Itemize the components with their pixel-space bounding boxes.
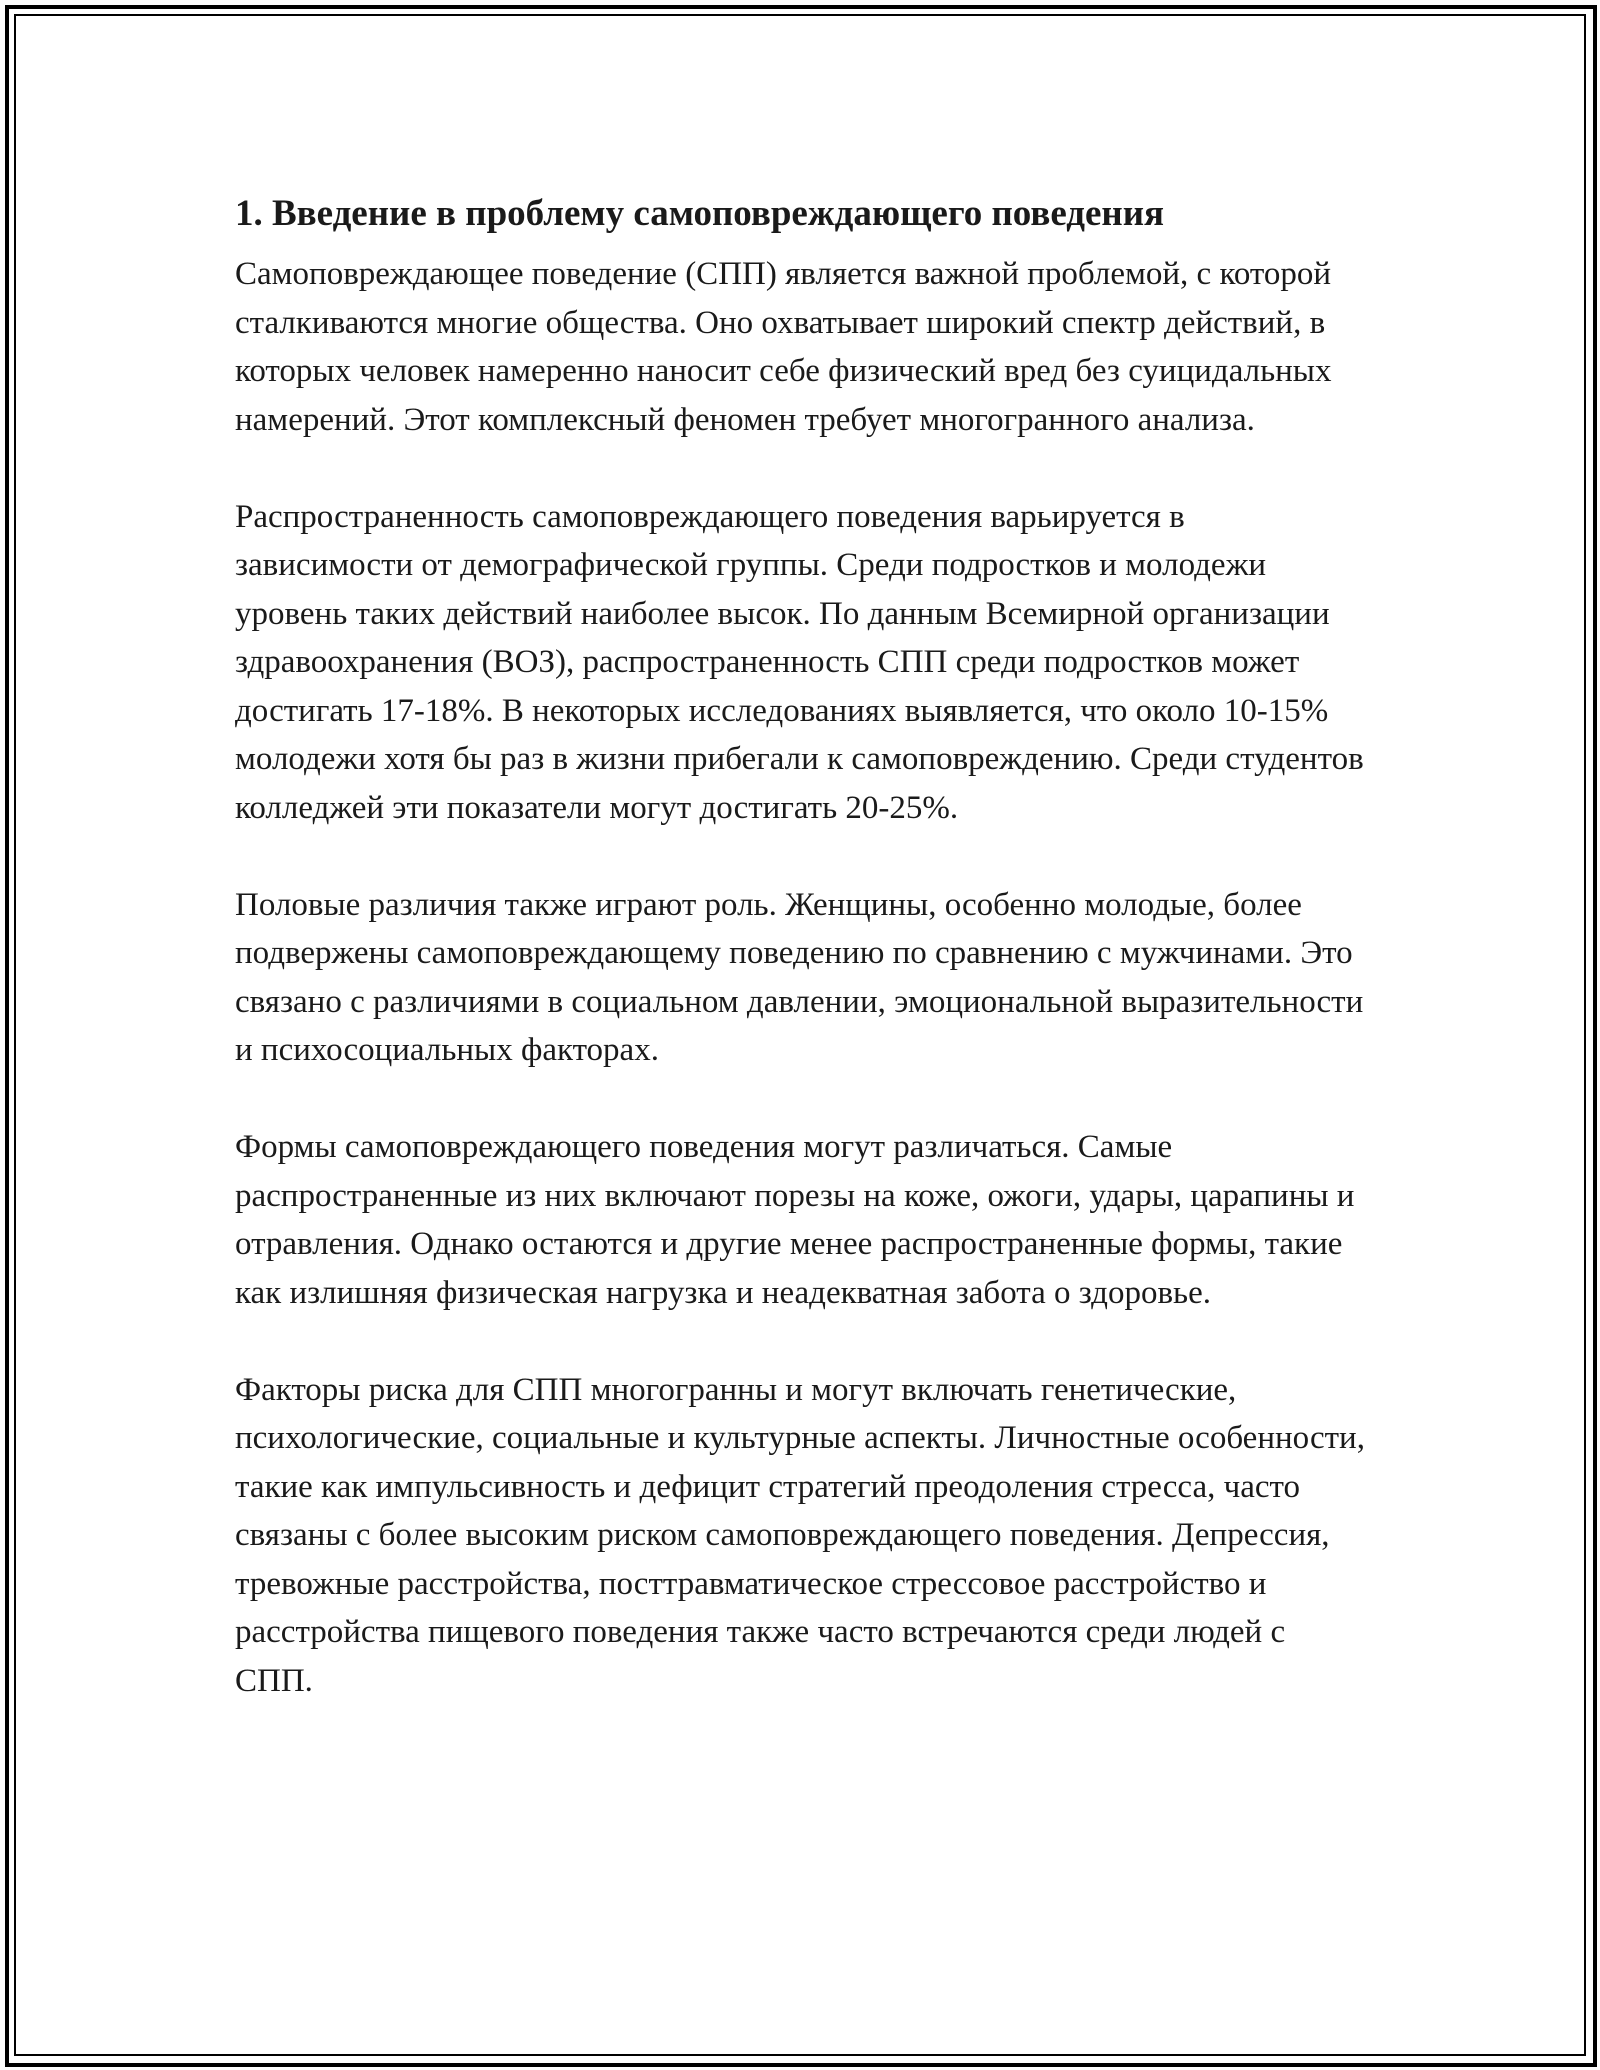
paragraph-3-gender-differences: Половые различия также играют роль. Женщины, особенно молодые, более подвержены самоповреждающему поведению по сравнению с мужчинами. Это связано с различиями в социальном давлении, эмоциональной выразительности и психосоциальных факторах. — [235, 886, 1364, 1068]
paragraph-1-definition: Самоповреждающее поведение (СПП) является важной проблемой, с которой сталкиваются многие общества. Оно охватывает широкий спектр действий, в которых человек намеренно наносит себе физический вред без суицидальных намерений. Этот комплексный феномен требует многогранного анализа. — [235, 256, 1332, 438]
paragraph-5-risk-factors: Факторы риска для СПП многогранны и могут включать генетические, психологические, социальные и культурные аспекты. Личностные особенности, такие как импульсивность и дефицит стратегий преодоления стресса, часто связаны с более высоким риском самоповреждающего поведения. Депрессия, тревожные расстройства, посттравматическое стрессовое расстройство и расстройства пищевого поведения также часто встречаются среди людей с СПП. — [235, 1371, 1365, 1699]
section-heading: 1. Введение в проблему самоповреждающего поведения — [235, 193, 1165, 234]
document-body — [235, 186, 1365, 1705]
paragraph-2-prevalence: Распространенность самоповреждающего поведения варьируется в зависимости от демографической группы. Среди подростков и молодежи уровень таких действий наиболее высок. По данным Всемирной организации здравоохранения (ВОЗ), распространенность СПП среди подростков может достигать 17-18%. В некоторых исследованиях выявляется, что около 10-15% молодежи хотя бы раз в жизни прибегали к самоповреждению. Среди студентов колледжей эти показатели могут достигать 20-25%. — [235, 498, 1364, 826]
paragraph-4-forms: Формы самоповреждающего поведения могут различаться. Самые распространенные из них включают порезы на коже, ожоги, удары, царапины и отравления. Однако остаются и другие менее распространенные формы, такие как излишняя физическая нагрузка и неадекватная забота о здоровье. — [235, 1129, 1355, 1311]
